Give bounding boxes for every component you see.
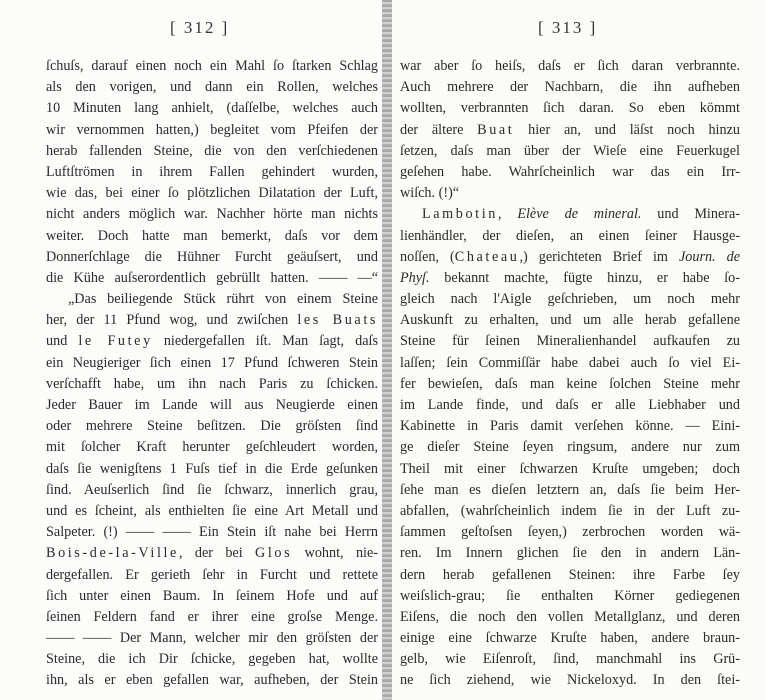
right-page (392, 0, 765, 700)
text-run: ge dieſer Steine ſeyen ringsum, andere nur zum (400, 439, 740, 456)
text-run: wir vernommen hatten,) begleitet vom Pfeifen der (46, 121, 378, 138)
text-line (46, 98, 378, 119)
text-run: Salpeter. (!) —— —— Ein Stein iſt nahe bei Herrn (46, 524, 378, 541)
text-run: wohnt, nie- (292, 545, 378, 562)
text-run: noſſen, ( (400, 248, 455, 265)
text-line (46, 183, 378, 204)
page-text (46, 56, 378, 692)
text-line (46, 543, 378, 564)
text-run: Jeder Bauer im Lande will aus Neugierde einen (46, 397, 378, 413)
text-line (46, 416, 378, 437)
text-run: ſeinen Feldern fand er ihrer eine groſse Menge. (46, 608, 378, 625)
text-line (46, 162, 378, 183)
text-line (400, 459, 740, 480)
text-line (46, 480, 378, 501)
text-run: die Kühe auſserordentlich gebrüllt hatten. —— —“ (46, 269, 378, 286)
text-line (46, 395, 378, 416)
text-line (400, 501, 740, 522)
text-line (400, 247, 740, 268)
text-run: Kabinette in Paris damit verſehen könne. — Eini- (400, 418, 740, 435)
italic-text: Journ. de (678, 248, 741, 265)
text-run: Luftſtrömen in ihrem Fallen gehindert wurden, (46, 163, 378, 180)
text-run: her, der 11 Pfund wog, und zwiſchen (46, 312, 298, 329)
text-run: hier an, und läſst noch hinzu (514, 121, 740, 138)
text-run: laſſen; ſein Commiſſär habe dabei auch ſo viel Ei- (400, 354, 740, 371)
spaced-name: le Futey (78, 333, 153, 350)
text-run: und Minera- (641, 206, 741, 223)
text-run: daſs ſie wenigſtens 1 Fuſs tief in die Erde geſunken (46, 460, 378, 477)
italic-text: Elève de mineral. (517, 206, 642, 223)
text-line (46, 353, 378, 374)
text-run: abfallen, (wahrſcheinlich indem ſie in der Luft zu- (400, 502, 740, 519)
text-line (400, 141, 740, 162)
text-line (46, 120, 378, 141)
text-line (400, 162, 740, 183)
text-line (46, 226, 378, 247)
text-line (400, 586, 740, 607)
text-line (46, 331, 378, 352)
text-line (400, 416, 740, 437)
text-line (400, 353, 740, 374)
text-line (400, 98, 740, 119)
spaced-name: Bois-de-la-Ville (46, 545, 179, 562)
text-line (400, 480, 740, 501)
text-line (400, 226, 740, 247)
text-line (46, 77, 378, 98)
spaced-name: Buat (477, 121, 515, 138)
spaced-name: les Buats (297, 312, 378, 329)
text-line (400, 183, 740, 204)
page-number: [ 313 ] (538, 18, 598, 37)
text-line (400, 331, 740, 352)
text-line (400, 56, 740, 77)
text-line (46, 204, 378, 225)
text-run: oder mehrere Steine beſitzen. Die gröſsten ſind (46, 418, 378, 435)
text-run: ,) gerichteten Brief im (519, 248, 679, 265)
text-run: ſetzen, daſs man über der Wieſe eine Feuerkugel (400, 142, 740, 159)
text-line (400, 77, 740, 98)
text-line (46, 670, 378, 691)
text-line (46, 268, 378, 289)
text-run: ſind. Aeuſserlich ſind ſie ſchwarz, innerlich grau, (46, 481, 378, 498)
text-run: Donnerſchlage die Hühner Furcht geäuſsert, und (46, 248, 378, 265)
text-line (400, 543, 740, 564)
text-run: wollten, verbrannten ſich daran. So eben kömmt (400, 100, 740, 117)
text-line (46, 310, 378, 331)
text-run: einige eine ſchwarze Kruſte haben, andere braun- (400, 630, 740, 647)
text-run: lienhändler, der dieſen, an einen ſeiner Hausge- (400, 227, 740, 244)
text-line (400, 120, 740, 141)
text-line (400, 522, 740, 543)
text-line (400, 310, 740, 331)
text-line (46, 437, 378, 458)
text-run: der ältere (400, 121, 478, 138)
spaced-name: Chateau (454, 248, 520, 265)
text-line (46, 56, 378, 77)
text-line (46, 374, 378, 395)
text-line (400, 565, 740, 586)
text-run: geſehen habe. Wahrſcheinlich war das ein Irr- (400, 163, 740, 180)
text-line (46, 522, 378, 543)
text-line (400, 607, 740, 628)
text-line (400, 268, 740, 289)
text-run: ſammen geſtoſsen ſeyen,) zerbrochen worden wä- (400, 524, 740, 541)
text-line (46, 459, 378, 480)
text-run: bekannt machte, fügte hinzu, er habe ſo- (429, 269, 740, 286)
text-run: ren. Im Innern glichen ſie den in andern Län- (400, 545, 740, 562)
text-run: ihn, als er eben gefallen war, aufheben, der Stein (46, 672, 378, 689)
text-line (400, 395, 740, 416)
text-line (400, 289, 740, 310)
text-line (400, 374, 740, 395)
text-line (46, 289, 378, 310)
text-run: Steine, die ich Dir ſchicke, gegeben hat, wollte (46, 651, 378, 668)
italic-text: Phyſ. (400, 269, 430, 286)
text-run: nicht anders möglich war. Nachher hörte man nichts (46, 206, 378, 223)
text-run: ein Neugieriger ſich einen 17 Pfund ſchweren Stein (46, 354, 378, 371)
text-run: herab fallenden Steine, die von den verſchiedenen (46, 142, 378, 159)
text-run: gleich nach l'Aigle geſchrieben, um noch mehr (400, 291, 740, 308)
text-line (400, 670, 740, 691)
text-line (400, 628, 740, 649)
text-run: weiter. Doch hatte man bemerkt, daſs vor dem (46, 227, 378, 244)
text-line (400, 437, 740, 458)
text-line (46, 565, 378, 586)
text-run: wie das, bei einer ſo plötzlichen Dilatation der Luft, (46, 185, 378, 202)
text-run: niedergefallen iſt. Man ſagt, daſs (152, 333, 378, 350)
text-run: Eiſens, die noch den vollen Metallglanz, und deren (400, 608, 740, 625)
text-run: , der bei (178, 545, 256, 562)
text-line (46, 649, 378, 670)
text-run: Auch mehrere der Nachbarn, die ihn aufheben (400, 79, 740, 96)
text-line (400, 649, 740, 670)
text-line (400, 204, 740, 225)
text-line (46, 501, 378, 522)
text-run: ſehe man es dieſen letztern an, daſs ſie beim Her- (400, 481, 740, 498)
text-run: ſich unter einen Baum. In ſeinem Hofe und auf (46, 587, 378, 604)
text-run: Theil mit einer ſchwarzen Kruſte umgeben; doch (400, 460, 740, 477)
text-run: dern herab gefallenen Steinen: ihre Farbe ſey (400, 566, 740, 583)
text-line (46, 586, 378, 607)
text-run: ſchuſs, darauf einen noch ein Mahl ſo ſtarken Schlag (46, 58, 378, 74)
text-run: als den vorigen, und dann ein Rollen, welches (46, 79, 378, 96)
text-run: im Lande finde, und daſs er alle Liebhaber und (400, 397, 740, 413)
text-run: ne ſich ziehend, wie Nickeloxyd. In den ſtei- (400, 672, 740, 689)
text-run: Auskunft zu erhalten, und um alle herab gefallene (400, 312, 740, 329)
text-run: und es ſcheint, als enthielten ſie eine Art Metall und (46, 502, 378, 519)
text-line (46, 247, 378, 268)
text-run: gelb, wie Eiſenroſt, ſind, manchmahl ins Grü- (400, 651, 740, 668)
text-run: mit ſolcher Kraft herunter geſchleudert worden, (46, 439, 378, 456)
text-line (46, 607, 378, 628)
text-run: war aber ſo heiſs, daſs er ſich daran verbrannte. (400, 58, 740, 74)
text-run: , (497, 206, 518, 223)
spaced-name: Lambotin (422, 206, 498, 223)
spaced-name: Glos (255, 545, 293, 562)
text-run: fer bewieſen, daſs man keine ſolchen Steine mehr (400, 375, 740, 392)
text-run: verſchafft habe, um ihn nach Paris zu ſchicken. (46, 375, 378, 392)
page-number: [ 312 ] (170, 18, 230, 37)
text-run: wiſch. (!)“ (400, 185, 460, 202)
text-run: „Das beiliegende Stück rührt von einem Steine (68, 291, 378, 308)
page-text (400, 56, 740, 692)
text-line (46, 628, 378, 649)
text-run: und (46, 333, 79, 350)
text-run: weiſslich-grau; ſie enthalten Körner gediegenen (400, 587, 740, 604)
text-run: Steine für ſeinen Mineralienhandel aufkaufen zu (400, 333, 740, 350)
text-line (46, 141, 378, 162)
text-run: —— —— Der Mann, welcher mir den gröſsten der (46, 630, 378, 647)
text-run: dergefallen. Er gerieth ſehr in Furcht und rettete (46, 566, 378, 583)
text-run: 10 Minuten lang anhielt, (daſſelbe, welches auch (46, 100, 378, 117)
